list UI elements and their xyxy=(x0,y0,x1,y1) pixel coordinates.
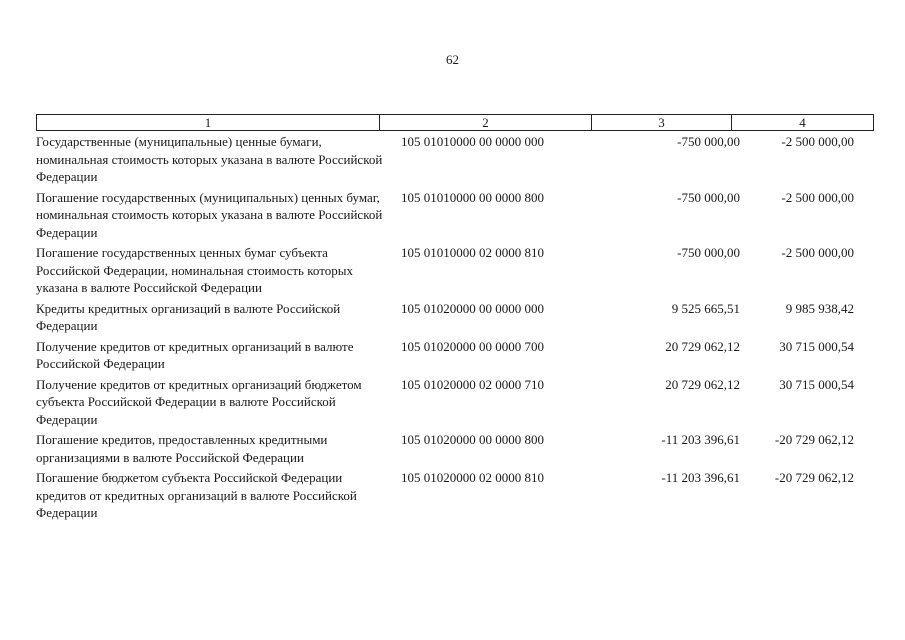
row-value-col3: 9 525 665,51 xyxy=(671,300,740,316)
row-code: 105 01010000 00 0000 800 xyxy=(401,189,544,205)
table-row xyxy=(36,338,874,373)
row-value-col4: -2 500 000,00 xyxy=(781,189,854,205)
table-header xyxy=(36,114,874,131)
header-col-3: 3 xyxy=(591,115,731,130)
row-code: 105 01020000 00 0000 000 xyxy=(401,300,544,316)
row-code: 105 01010000 02 0000 810 xyxy=(401,245,544,260)
row-value-col3: -750 000,00 xyxy=(677,134,740,149)
row-name: Погашение кредитов, предоставленных кредитными организациями в валюте Российской Федерации xyxy=(36,432,328,465)
row-value-col3: 20 729 062,12 xyxy=(665,376,740,392)
row-value-col4: -2 500 000,00 xyxy=(781,134,854,149)
row-code: 105 01010000 00 0000 000 xyxy=(401,134,544,149)
row-name: Получение кредитов от кредитных организаций бюджетом субъекта Российской Федерации в валюте Российской Федерации xyxy=(36,376,362,427)
row-code: 105 01020000 02 0000 810 xyxy=(401,470,544,485)
row-name: Погашение бюджетом субъекта Российской Федерации кредитов от кредитных организаций в валюте Российской Федерации xyxy=(36,470,357,520)
row-value-col3: -750 000,00 xyxy=(677,245,740,260)
row-name: Кредиты кредитных организаций в валюте Российской Федерации xyxy=(36,300,341,333)
table-row xyxy=(36,244,874,297)
row-code: 105 01020000 02 0000 710 xyxy=(401,376,544,392)
row-name: Погашение государственных ценных бумаг субъекта Российской Федерации, номинальная стоимость которых указана в валюте Российской Федерации xyxy=(36,245,353,295)
page-number: 62 xyxy=(446,52,459,67)
table-row xyxy=(36,300,874,335)
table-row xyxy=(36,376,874,429)
header-col-1: 1 xyxy=(204,115,212,130)
table-row xyxy=(36,189,874,242)
row-name: Государственные (муниципальные) ценные бумаги, номинальная стоимость которых указана в валюте Российской Федерации xyxy=(36,134,383,184)
row-name: Погашение государственных (муниципальных) ценных бумаг, номинальная стоимость которых указана в валюте Российской Федерации xyxy=(36,189,383,240)
row-value-col3: -11 203 396,61 xyxy=(661,470,740,485)
row-value-col4: 9 985 938,42 xyxy=(785,300,854,316)
table-row xyxy=(36,431,874,466)
row-value-col3: 20 729 062,12 xyxy=(665,338,740,354)
table-body xyxy=(36,133,874,525)
row-value-col4: -20 729 062,12 xyxy=(774,432,854,447)
header-col-4: 4 xyxy=(731,115,873,130)
row-value-col3: -11 203 396,61 xyxy=(661,432,740,447)
row-value-col3: -750 000,00 xyxy=(677,189,740,205)
header-col-2: 2 xyxy=(379,115,591,130)
row-code: 105 01020000 00 0000 700 xyxy=(401,338,544,354)
row-code: 105 01020000 00 0000 800 xyxy=(401,432,544,447)
table-row xyxy=(36,469,874,522)
table-row xyxy=(36,133,874,186)
row-value-col4: 30 715 000,54 xyxy=(779,338,854,354)
row-value-col4: -2 500 000,00 xyxy=(781,245,854,260)
row-value-col4: 30 715 000,54 xyxy=(779,376,854,392)
row-value-col4: -20 729 062,12 xyxy=(774,470,854,485)
row-name: Получение кредитов от кредитных организаций в валюте Российской Федерации xyxy=(36,338,354,371)
